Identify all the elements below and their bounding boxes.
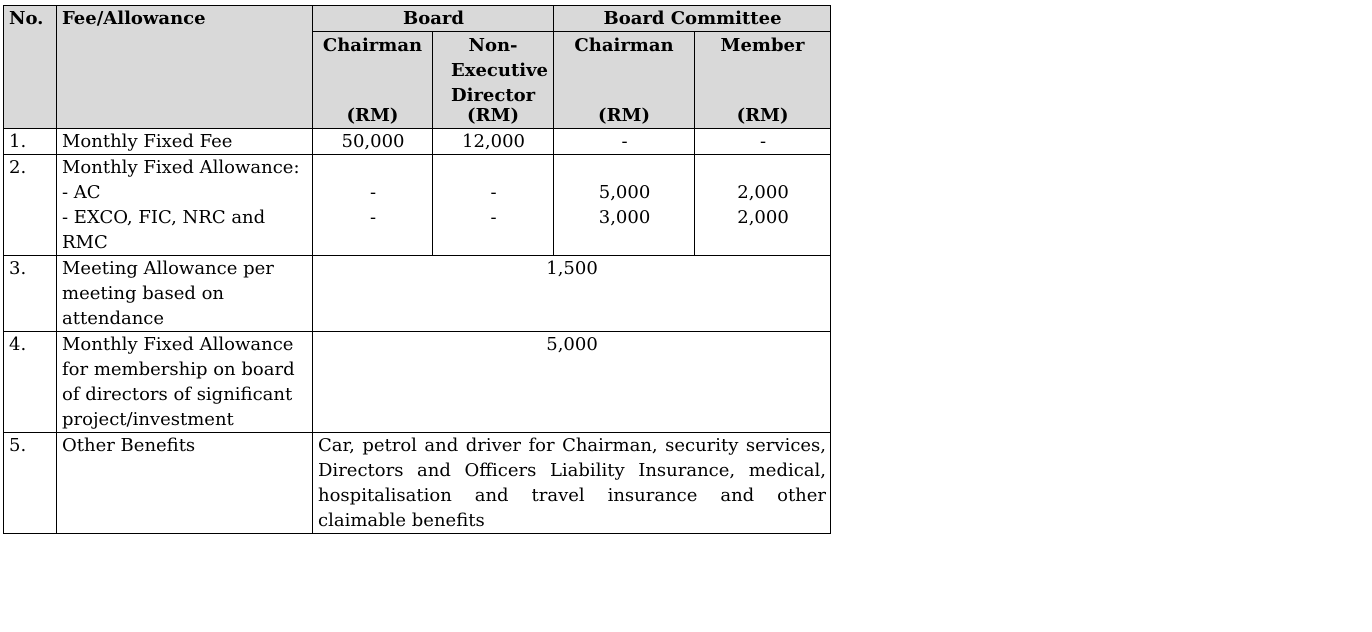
- cell-committee-chairman: [554, 155, 695, 256]
- cell-committee-member: [695, 155, 831, 256]
- table-header: [4, 6, 831, 129]
- table-row: [4, 129, 831, 155]
- header-committee-member-label: Member: [720, 35, 805, 56]
- row-label: Other Benefits: [57, 433, 313, 534]
- sub-value: -: [369, 182, 377, 203]
- merged-value: 5,000: [313, 332, 831, 433]
- row-no: 1.: [4, 129, 57, 155]
- row-sub-label: - EXCO, FIC, NRC and RMC: [62, 207, 266, 253]
- header-board-chairman-unit: (RM): [346, 105, 399, 126]
- row-label: Monthly Fixed Fee: [57, 129, 313, 155]
- other-benefits-text: Car, petrol and driver for Chairman, security services, Directors and Officers Liability Insurance, medical, hospitalisation and travel insurance and other claimable benefits: [313, 433, 831, 534]
- table-row: [4, 332, 831, 433]
- cell-committee-member: -: [695, 129, 831, 155]
- row-sub-label: - AC: [62, 182, 101, 203]
- row-label: Meeting Allowance per meeting based on attendance: [57, 256, 313, 332]
- table-row: [4, 256, 831, 332]
- header-committee-member-unit: (RM): [736, 105, 789, 126]
- header-board-ned-label: Non-Executive Director: [451, 35, 549, 106]
- row-no: 3.: [4, 256, 57, 332]
- sub-value: 5,000: [598, 182, 651, 203]
- header-committee-member: [695, 32, 831, 129]
- header-row-top: [4, 6, 831, 32]
- table-body: [4, 129, 831, 534]
- cell-board-chairman: [313, 155, 433, 256]
- cell-board-chairman: 50,000: [313, 129, 433, 155]
- row-label: [57, 155, 313, 256]
- merged-value: 1,500: [313, 256, 831, 332]
- sub-value: -: [490, 182, 497, 203]
- row-no: 2.: [4, 155, 57, 256]
- sub-value: 2,000: [737, 207, 789, 228]
- header-no: No.: [4, 6, 57, 129]
- row-label: Monthly Fixed Allowance for membership on board of directors of significant project/investment: [57, 332, 313, 433]
- cell-committee-chairman: -: [554, 129, 695, 155]
- header-board-ned-unit: (RM): [467, 105, 519, 126]
- header-committee-chairman-label: Chairman: [574, 35, 674, 56]
- header-board-chairman-label: Chairman: [322, 35, 423, 56]
- table-row: [4, 155, 831, 256]
- row-no: 4.: [4, 332, 57, 433]
- sub-value: 3,000: [598, 207, 651, 228]
- header-committee-chairman: [554, 32, 695, 129]
- header-board-ned: [433, 32, 554, 129]
- fees-table: [3, 5, 831, 534]
- sub-value: -: [490, 207, 497, 228]
- header-committee-chairman-unit: (RM): [598, 105, 650, 126]
- header-board-chairman: [313, 32, 433, 129]
- cell-board-ned: [433, 155, 554, 256]
- row-label-main: Monthly Fixed Allowance:: [62, 157, 300, 178]
- row-no: 5.: [4, 433, 57, 534]
- cell-board-ned: 12,000: [433, 129, 554, 155]
- header-fee-allowance: Fee/Allowance: [57, 6, 313, 129]
- header-board: Board: [313, 6, 554, 32]
- table-row: [4, 433, 831, 534]
- sub-value: -: [369, 207, 377, 228]
- header-board-committee: Board Committee: [554, 6, 831, 32]
- sub-value: 2,000: [737, 182, 789, 203]
